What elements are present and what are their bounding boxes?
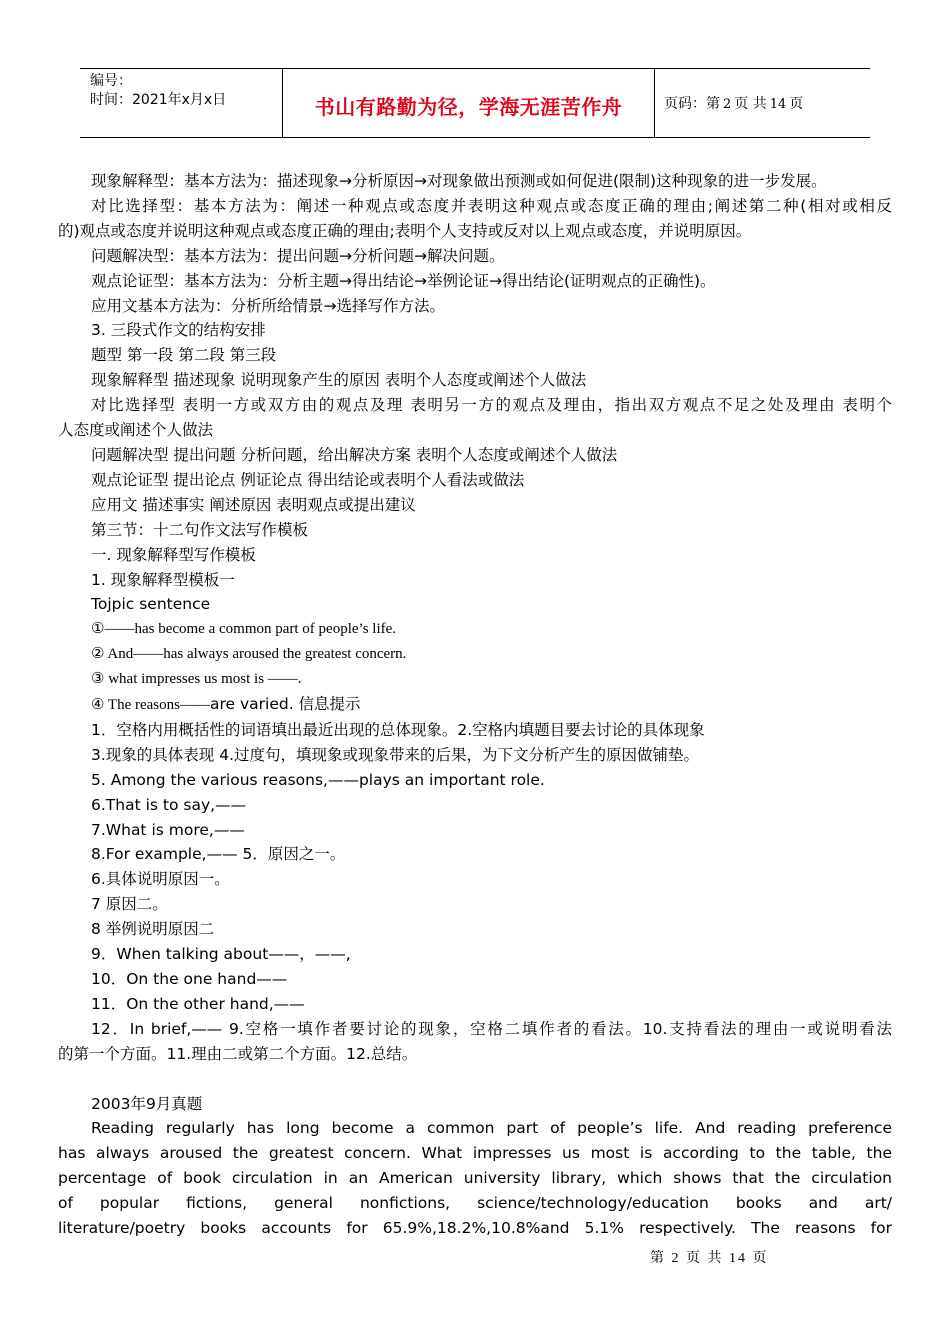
page-label: 页码：第 <box>664 96 720 112</box>
section-heading: 第三节：十二句作文法写作模板 <box>91 520 309 539</box>
text-line: 应用文 描述事实 阐述原因 表明观点或提出建议 <box>91 495 416 514</box>
text-line: 问题解决型：基本方法为：提出问题→分析问题→解决问题。 <box>91 246 505 265</box>
text-line: 问题解决型 提出问题 分析问题，给出解决方案 表明个人态度或阐述个人做法 <box>91 445 618 464</box>
text-line: 对比选择型 表明一方或双方由的观点及理 表明另一方的观点及理由，指出双方观点不足之处及理由 表明个 <box>91 396 892 415</box>
template-sentence: ①——has become a common part of people’s life. <box>91 621 397 638</box>
header-motto: 书山有路勤为径，学海无涯苦作舟 <box>314 95 623 119</box>
essay-line: has always aroused the greatest concern. What impresses us most is according to the table, the <box>58 1144 892 1163</box>
section-heading: 1. 现象解释型模板一 <box>91 570 235 589</box>
text-line: 的第一个方面。11.理由二或第二个方面。12.总结。 <box>58 1044 418 1063</box>
serial-number-label: 编号： <box>90 73 132 89</box>
page-number: 2 <box>723 97 732 112</box>
text-line: 题型 第一段 第二段 第三段 <box>91 346 277 365</box>
text-line: 9．When talking about——，——, <box>91 945 351 964</box>
date-label: 时间：2021年x月x日 <box>90 92 227 108</box>
section-heading: 2003年9月真题 <box>91 1094 203 1113</box>
text-line: 12．In brief,—— 9.空格一填作者要讨论的现象，空格二填作者的看法。10.支持看法的理由一或说明看法 <box>91 1019 892 1038</box>
page-end: 页 <box>789 96 804 112</box>
template-sentence <box>58 692 892 718</box>
page-header <box>80 68 870 138</box>
text-line: 6.具体说明原因一。 <box>91 870 230 889</box>
essay-line: of popular fictions, general nonfictions, science/technology/education books and art/ <box>58 1194 892 1213</box>
text-line: 观点论证型：基本方法为：分析主题→得出结论→举例论证→得出结论(证明观点的正确性)。 <box>91 271 716 290</box>
template-sentence: ② And——has always aroused the greatest concern. <box>91 646 407 663</box>
section-heading: 一. 现象解释型写作模板 <box>91 545 256 564</box>
header-meta <box>90 72 226 110</box>
header-divider <box>654 69 655 137</box>
blank-line <box>58 1067 892 1092</box>
text-line: 5. Among the various reasons,——plays an important role. <box>91 770 545 789</box>
text-line: 现象解释型 描述现象 说明现象产生的原因 表明个人态度或阐述个人做法 <box>91 371 587 390</box>
text-line: 现象解释型：基本方法为：描述现象→分析原因→对现象做出预测或如何促进(限制)这种现象的进一步发展。 <box>91 172 827 190</box>
text-line: 8 举例说明原因二 <box>91 920 215 939</box>
header-page-info <box>664 93 803 113</box>
text-line: Tojpic sentence <box>91 595 211 614</box>
text-line: 1．空格内用概括性的词语填出最近出现的总体现象。2.空格内填题目要去讨论的具体现象 <box>91 720 705 739</box>
text-line: 10．On the one hand—— <box>91 970 288 988</box>
text-line: 7 原因二。 <box>91 895 168 914</box>
text-line: 11．On the other hand,—— <box>91 994 305 1013</box>
essay-line: literature/poetry books accounts for 65.9%,18.2%,10.8%and 5.1% respectively. The reasons for <box>58 1219 892 1238</box>
template-sentence-end: are varied. 信息提示 <box>209 695 361 714</box>
text-line: 8.For example,—— 5．原因之一。 <box>91 845 346 864</box>
text-line: 3.现象的具体表现 4.过度句，填现象或现象带来的后果，为下文分析产生的原因做铺垫。 <box>91 745 700 764</box>
section-heading: 3. 三段式作文的结构安排 <box>91 321 266 340</box>
text-line: 6.That is to say,—— <box>91 795 247 814</box>
text-line: 人态度或阐述个人做法 <box>58 421 214 440</box>
essay-line: percentage of book circulation in an American university library, which shows that the circulation <box>58 1169 892 1188</box>
template-sentence-start: ④ The reasons—— <box>91 697 210 714</box>
text-line: 7.What is more,—— <box>91 820 245 839</box>
page-unit: 页 共 <box>734 96 767 112</box>
text-line: 观点论证型 提出论点 例证论点 得出结论或表明个人看法或做法 <box>91 470 525 489</box>
template-sentence: ③ what impresses us most is ——. <box>91 671 302 688</box>
page-footer: 第 2 页 共 14 页 <box>650 1251 769 1266</box>
text-line: 应用文基本方法为：分析所给情景→选择写作方法。 <box>91 296 445 315</box>
page-total: 14 <box>769 97 787 112</box>
text-line: 的)观点或态度并说明这种观点或态度正确的理由;表明个人支持或反对以上观点或态度，并说明原因。 <box>58 221 752 240</box>
document-body <box>58 169 892 1241</box>
essay-line: Reading regularly has long become a common part of people’s life. And reading preference <box>91 1119 892 1138</box>
text-line: 对比选择型：基本方法为：阐述一种观点或态度并表明这种观点或态度正确的理由;阐述第二种(相对或相反 <box>91 196 892 215</box>
